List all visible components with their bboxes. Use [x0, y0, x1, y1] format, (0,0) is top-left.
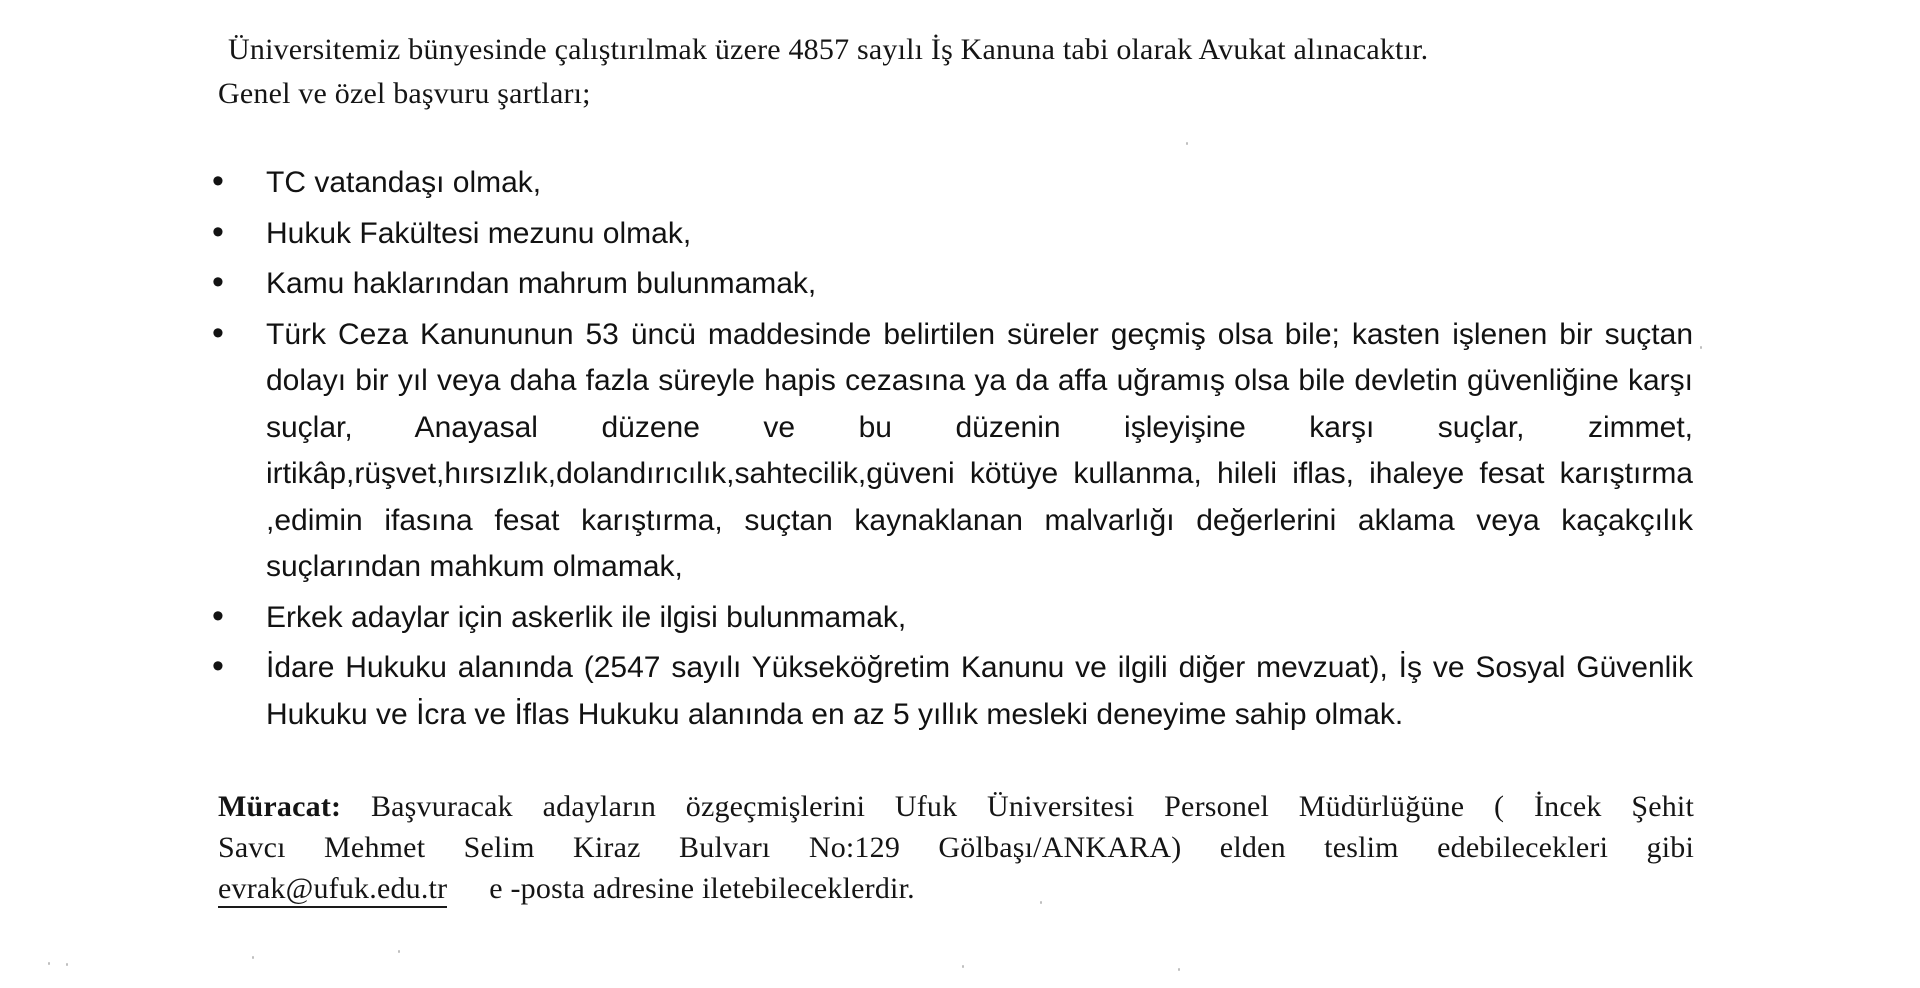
bullet-icon: • — [212, 263, 224, 301]
intro-line-2: Genel ve özel başvuru şartları; — [218, 77, 591, 110]
scan-speck — [962, 965, 964, 968]
requirement-item-citizenship — [211, 160, 1693, 207]
bullet-icon: • — [212, 647, 224, 685]
requirement-item-criminal-record — [211, 312, 1693, 591]
intro-paragraph — [218, 28, 1698, 116]
requirement-item-experience — [211, 645, 1693, 738]
application-line-1 — [218, 786, 1694, 827]
bullet-icon: • — [212, 212, 224, 251]
application-paragraph — [218, 786, 1694, 909]
application-line-3 — [218, 868, 1694, 909]
application-line-1-text: Başvuracak adayların özgeçmişlerini Ufuk Üniversitesi Personel Müdürlüğüne ( İncek Şehit — [341, 790, 1694, 823]
application-label: Müracat: — [218, 790, 342, 823]
scan-speck — [1700, 346, 1702, 349]
requirement-text: Türk Ceza Kanununun 53 üncü maddesinde belirtilen süreler geçmiş olsa bile; kasten işlenen bir suçtan dolayı bir yıl veya daha fazla süreyle hapis cezasına ya da affa uğramış olsa bile devletin güvenliğine karşı suçlar, Anayasal düzene ve bu düzenin işleyişine karşı suçlar, zimmet, irtikâp,rüşvet,hırsızlık,dolandırıcılık,sahtecilik,güveni kötüye kullanma, hileli iflas, ihaleye fesat karıştırma ,edimin ifasına fesat karıştırma, suçtan kaynaklanan malvarlığı değerlerini aklama veya kaçakçılık suçlarından mahkum olmamak, — [266, 317, 1693, 583]
email-link[interactable]: evrak@ufuk.edu.tr — [218, 872, 447, 908]
scan-speck — [1186, 142, 1188, 145]
application-line-3-tail: e -posta adresine iletebileceklerdir. — [489, 872, 915, 905]
requirement-item-military-service — [211, 595, 1693, 642]
application-line-2 — [218, 827, 1694, 868]
requirement-text: Erkek adaylar için askerlik ile ilgisi bulunmamak, — [266, 600, 907, 634]
bullet-icon: • — [212, 162, 224, 200]
bullet-icon: • — [212, 596, 224, 635]
scan-speck — [66, 963, 68, 966]
requirement-item-law-degree — [211, 211, 1693, 258]
scan-speck — [48, 962, 50, 965]
scan-speck — [398, 950, 400, 953]
application-line-2-text: Savcı Mehmet Selim Kiraz Bulvarı No:129 Gölbaşı/ANKARA) elden teslim edebilecekleri gibi — [218, 831, 1694, 864]
intro-line-1: Üniversitemiz bünyesinde çalıştırılmak üzere 4857 sayılı İş Kanuna tabi olarak Avukat alınacaktır. — [228, 33, 1429, 66]
scan-speck — [252, 956, 254, 959]
requirement-text: İdare Hukuku alanında (2547 sayılı Yükseköğretim Kanunu ve ilgili diğer mevzuat), İş ve Sosyal Güvenlik Hukuku ve İcra ve İflas Hukuku alanında en az 5 yıllık mesleki deneyime sahip olmak. — [266, 651, 1693, 731]
scan-speck — [1178, 968, 1180, 971]
requirements-list — [211, 160, 1693, 742]
requirement-text: Hukuk Fakültesi mezunu olmak, — [266, 216, 692, 250]
scan-speck — [1040, 901, 1042, 904]
bullet-icon: • — [212, 313, 224, 352]
requirement-text: Kamu haklarından mahrum bulunmamak, — [266, 267, 817, 300]
requirement-item-civil-rights — [211, 261, 1693, 308]
requirement-text: TC vatandaşı olmak, — [266, 166, 542, 199]
